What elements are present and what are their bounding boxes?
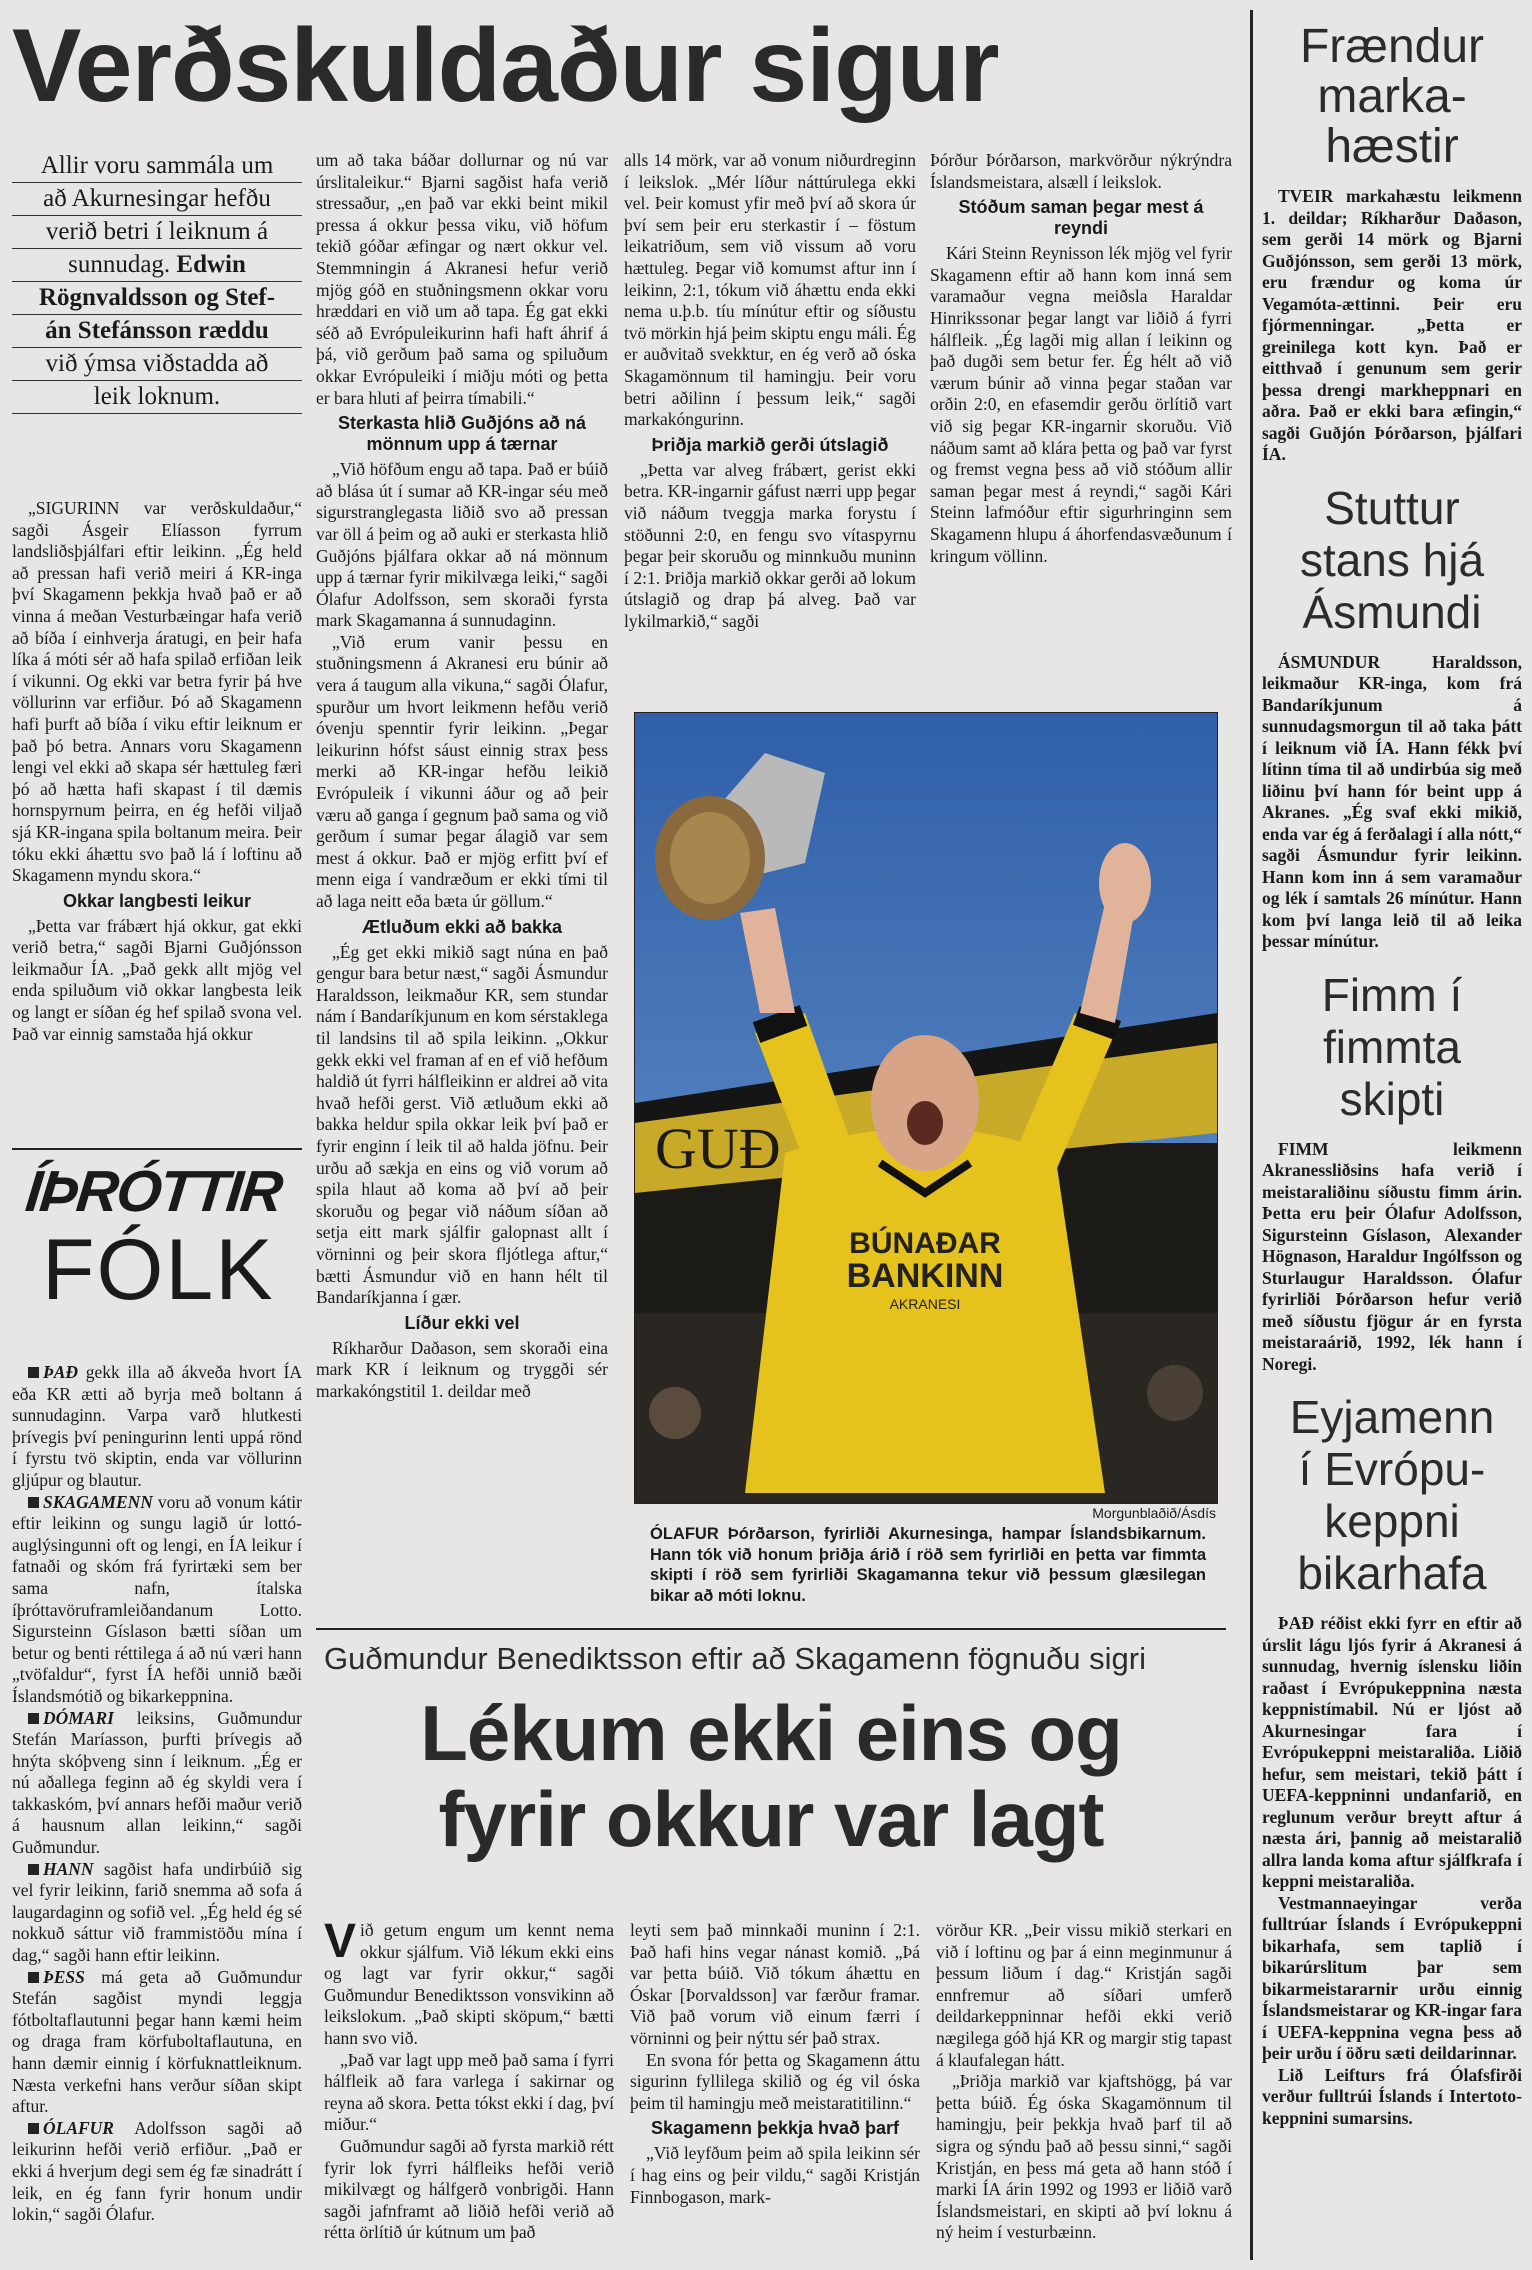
folk-logo-top: ÍÞRÓTTIR <box>22 1159 285 1224</box>
lead-line: án Stefánsson ræddu <box>12 315 302 348</box>
folk-item: ÞAÐ gekk illa að ákveða hvort ÍA eða KR ætti að byrja með boltann á sunnudaginn. Varpa varð hlutkesti þrívegis því peningurinn lenti uppá rönd í fyrstu tvö skiptin, enda var völlurinn gljúpur og blautur. <box>12 1362 302 1490</box>
subhead: Líður ekki vel <box>404 1312 520 1333</box>
sidebar-body-4: ÞAÐ réðist ekki fyrr en eftir að úrslit lágu ljós fyrir á Akranesi á sunnudag, hvernig íslensku liðin raðast í Evrópukeppnina næsta keppnistímabil. Nú er ljóst að Akurnesingar fara í Evrópukeppni meistaraliða. Liðið hefur, sem meistari, tekið þátt í UEFA-keppninni undanfarið, en reglunum verður breytt aftur á næsta ári, þannig að meistaralið allra landa koma aftur sjálfkrafa í keppni meistaraliða. Vestmannaeyingar verða fulltrúar Íslands í Evrópukeppni bikarhafa, sem taplið í bikarúrslitum þar sem bikarmeistararnir urðu einnig Íslandsmeistarar og KR-ingar fara í UEFA-keppnina vegna þess að þeir urðu í öðru sæti deildarinnar. Lið Leifturs frá Ólafsfirði verður fulltrúi Íslands í Intertoto-keppnini sumarsins. <box>1262 1613 1522 2128</box>
paragraph: „Þetta var frábært hjá okkur, gat ekki verið betra,“ sagði Bjarni Guðjónsson leikmaður ÍA. „Það gekk allt mjög vel enda spiluðum við okkar langbesta leik og langt er síðan ég hef spilað svona vel. Það var einnig samstaða hjá okkur <box>12 915 302 1044</box>
paragraph: „Við leyfðum þeim að spila leikinn sér í hag eins og þeir vildu,“ sagði Kristján Finnbogason, mark- <box>630 2143 920 2207</box>
headline-line: Lékum ekki eins og <box>420 1689 1122 1777</box>
paragraph: En svona fór þetta og Skagamenn áttu sigurinn fyllilega skilið og ég vil óska þeim til hamingju með meistaratitilinn.“ <box>630 2049 920 2113</box>
second-story-rule <box>316 1628 1226 1630</box>
paragraph: „Við höfðum engu að tapa. Það er búið að blása út í sumar að KR-ingar séu með sigurstranglegasta liðið svo að pressan var öll á þeim og að auki er sterkasta hlið Guðjóns þjálfara okkar að ná mönnum upp á tærnar fyrir mikilvæga leiki,“ sagði Ólafur Adolfsson, sem skoraði fyrsta mark Skagamanna á sunnudaginn. <box>316 459 608 631</box>
main-col-3 <box>624 150 916 690</box>
subhead: Þriðja markið gerði útslagið <box>651 434 889 455</box>
stadium-banner-text: GUÐ <box>655 1116 781 1181</box>
square-bullet-icon <box>28 1972 39 1983</box>
dropcap: V <box>324 1920 357 1968</box>
folk-logo-bottom: FÓLK <box>42 1222 275 1318</box>
paragraph: „Við erum vanir þessu en stuðningsmenn á Akranesi eru búnir að vera á taugum alla vikuna,“ sagði Ólafur, spurður um hvort leikmenn hefðu verið óvenju spenntir fyrir leikinn. „Þegar leikurinn hófst sáust einnig strax þess merki að KR-ingar hefðu leikið Evrópuleik í vikunni áður og að þeir væru að ganga í gegnum það sama og við gerðum í sumar þegar álagið var sem mest á okkur. Það er mjög erfitt því ef menn eiga í vandræðum er ekki tími til að laga neitt eða bæta úr göllum.“ <box>316 631 608 911</box>
subhead: Ætluðum ekki að bakka <box>361 916 563 937</box>
main-col-4 <box>930 150 1232 690</box>
main-col-2 <box>316 150 608 1610</box>
main-col-1 <box>12 498 302 1045</box>
paragraph: „Þriðja markið var kjaftshögg, þá var þetta búið. Ég óska Skagamönnum til hamingju, þeir þekkja hvað þarf til að sigra og sýndu það að þessu sinni,“ sagði Kristján, en þess má geta að hann stóð í marki ÍA árin 1992 og 1993 er liðið varð Íslandsmeistari, en skipti að því loknu á ný heim í vesturbæinn. <box>936 2071 1232 2243</box>
second-story-headline <box>316 1690 1226 1862</box>
photo-frame <box>634 712 1218 1504</box>
paragraph: Guðmundur sagði að fyrsta markið rétt fyrir lok fyrri hálfleiks hefði verið mikilvægt og hálfgerð vonbrigði. Hann sagði jafnframt að liðið hefði verið að rétta örlítið úr kútnum um það <box>324 2135 614 2243</box>
lead-line: að Akurnesingar hefðu <box>12 183 302 216</box>
trophy-celebration-photo <box>635 713 1217 1503</box>
folk-item: DÓMARI leiksins, Guðmundur Stefán Maríasson, þurfti þrívegis að hnýta skóþveng sinn í leiknum. „Ég er nú aðallega feginn að ég skyldi vera í takkaskóm, því annars hefði maður verið á hausnum allan leikinn,“ sagði Guðmundur. <box>12 1707 302 1858</box>
sidebar-divider <box>1250 10 1253 2260</box>
paragraph: Ríkharður Daðason, sem skoraði eina mark KR í leiknum og tryggði sér markakóngstitil 1. deildar með <box>316 1337 608 1401</box>
sidebar-title-1: Frændur marka- hæstir <box>1299 20 1485 173</box>
paragraph: um að taka báðar dollurnar og nú var úrslitaleikur.“ Bjarni sagðist hafa verið stressaður, „en það var ekki beint mikil pressa á okkur þessa viku, við höfum tekið góðar æfingar og nært okkur vel. Stemmningin á Akranesi hefur verið mjög góð en stuðningsmenn okkar voru hræddari en við um að tapa. Ég gat ekki séð að Evrópuleikurinn hafi haft áhrif á þá, við gerðum það sama og spiluðum okkar Evrópuleiki í miðju móti og þetta er bara hluti af þeirra tímabili.“ <box>316 150 608 408</box>
folk-items <box>12 1362 302 2226</box>
paragraph: Þórður Þórðarson, markvörður nýkrýndra Íslandsmeistara, alsæll í leikslok. <box>930 150 1232 192</box>
sidebar-title-4: Eyjamenn í Evrópu- keppni bikarhafa <box>1289 1391 1495 1599</box>
subhead: Skagamenn þekkja hvað þarf <box>650 2118 900 2139</box>
lead-line: verið betri í leiknum á <box>12 216 302 249</box>
folk-item: ÓLAFUR Adolfsson sagði að leikurinn hefði verið erfiður. „Það er ekki á hverjum degi sem ég fæ sinadrátt í leik, en ég fann fyrir honum undir lokin,“ sagði Ólafur. <box>12 2117 302 2225</box>
lead-deck <box>12 150 302 414</box>
subhead: Okkar langbesti leikur <box>62 890 252 911</box>
paragraph: „Ég get ekki mikið sagt núna en það gengur bara betur næst,“ sagði Ásmundur Haraldsson, leikmaður KR, sem stundar nám í Bandaríkjunum en kom sérstaklega til landsins til að spila leikinn. „Okkur gekk ekki vel framan af en ef við hefðum haldið út fyrri hálfleikinn er aldrei að vita hvað hefði gerst. Við ætluðum ekki að bakka heldur spila okkar leik því það er fyrir enginn í leik til að halda jöfnu. Þeir urðu að sækja en eins og við vorum að spila hlaut að koma að því að þeir skoruðu og þegar við náðum síðan að setja eitt mark sjálfir galopnast allt í vörninni og þeir skora fljótlega aftur,“ bætti Ásmundur við en hann hélt til Bandaríkjanna í gær. <box>316 941 608 1308</box>
square-bullet-icon <box>28 1864 39 1875</box>
square-bullet-icon <box>28 1713 39 1724</box>
square-bullet-icon <box>28 1497 39 1508</box>
folk-logo <box>12 1160 302 1360</box>
sidebar-title-2: Stuttur stans hjá Ásmundi <box>1299 481 1485 638</box>
shirt-sponsor-line1: BÚNAÐAR <box>849 1227 1001 1260</box>
photo-caption: ÓLAFUR Þórðarson, fyrirliði Akurnesinga, hampar Íslandsbikarnum. Hann tók við honum þriðja árið í röð sem fyrirliði en þetta var fimmta skipti í röð sem fyrirliði Skagamanna tekur við þessum glæsilegan bikar að móti loknu. <box>650 1525 1206 1605</box>
main-headline: Verðskuldaður sigur <box>12 8 999 124</box>
paragraph: vörður KR. „Þeir vissu mikið sterkari en við í loftinu og þar á einn meginmunur á þessum liðum í dag.“ Kristján sagði ennfremur að síðari umferð deildarkeppninnar hefði ekki verið nægilega góð hjá KR og margir stig tapast á klaufalegan hátt. <box>936 1920 1232 2070</box>
paragraph: leyti sem það minnkaði muninn í 2:1. Það hafi hins vegar nánast komið. „Þá var þetta búið. Við tókum áhættu en Óskar [Þorvaldsson] var færður framar. Við það vorum við einum færri í vörninni og þeir nýttu sér það strax. <box>630 1920 920 2048</box>
shirt-sponsor-line3: AKRANESI <box>889 1296 961 1312</box>
folk-item: HANN sagðist hafa undirbúið sig vel fyrir leikinn, farið snemma að sofa á laugardaginn og sofið vel. „Ég held ég sé nokkuð sáttur við frammistöðu mína í dag,“ sagði hann eftir leikinn. <box>12 1858 302 1966</box>
second-story-kicker: Guðmundur Benediktsson eftir að Skagamenn fögnuðu sigri <box>324 1641 1146 1676</box>
second-col-2 <box>630 1920 920 2260</box>
lead-line: við ýmsa viðstadda að <box>12 348 302 381</box>
photo-credit: Morgunblaðið/Ásdís <box>1092 1505 1216 1521</box>
paragraph: Kári Steinn Reynisson lék mjög vel fyrir Skagamenn eftir að hann kom inná sem varamaður vegna meiðsla Haraldar Hinrikssonar þegar langt var liðið á fyrri hálfleik. „Ég lagði mig allan í leikinn og það dugði sem betur fer. Ég hélt að við værum búnir að vinna þegar staðan var orðin 2:0, en efasemdir gerðu örlítið vart við sig þegar KR-ingarnir skoruðu. Við náðum samt að klára þetta og það var fyrst og fremst vegna þess að við stóðum allir saman þegar mest á reyndi,“ sagði Kári Steinn lafmóður eftir sigurhringinn sem Skagamenn hlupu á áhorfendasvæðunum í kringum völlinn. <box>930 243 1232 566</box>
sidebar-body-1: TVEIR markahæstu leikmenn 1. deildar; Ríkharður Daðason, sem gerði 14 mörk og Bjarni Guðjónsson, sem gerði 13 mörk, eru frændur og koma úr Vegamóta-ættinni. Þeir eru fjórmenningar. „Þetta er greinilega kott kyn. Það er eitthvað í genunum sem gerir þessa drengi markheppnari en aðra. Það er ekki bara æfingin,“ sagði Guðjón Þórðarson, þjálfari ÍA. <box>1262 186 1522 464</box>
folk-item: SKAGAMENN voru að vonum kátir eftir leikinn og sungu lagið úr lottó-auglýsingunni oft og lengi, en ÍA leikur í fatnaði og skóm frá fyrirtæki sem ber sama nafn, ítalska íþróttavöruframleiðandanum Lotto. Sigursteinn Gíslason bætti síðan um betur og benti réttilega á að nú væri hann „tvöfaldur“, fyrst ÍA hefði unnið bæði Íslandsmótið og bikarkeppnina. <box>12 1491 302 1706</box>
second-col-1 <box>324 1920 614 2260</box>
sidebar-title-3: Fimm í fimmta skipti <box>1321 968 1463 1125</box>
paragraph: „Það var lagt upp með það sama í fyrri hálfleik að fara varlega í sakirnar og reyna að skora. Þetta tókst ekki í dag, því miður.“ <box>324 2049 614 2135</box>
sidebar-body-2: ÁSMUNDUR Haraldsson, leikmaður KR-inga, kom frá Bandaríkjunum á sunnudagsmorgun til að taka þátt í leiknum við ÍA. Hann fékk því lítinn tíma til að undirbúa sig með liðinu því hann fór beint upp á Akranes. „Ég svaf ekki mikið, enda var ég á ferðalagi í alla nótt,“ sagði Ásmundur fyrir leikinn. Hann kom inn á sem varamaður og lék í samtals 26 mínútur. Hann kom því langa leið til að leika þessar mínútur. <box>1262 651 1522 951</box>
square-bullet-icon <box>28 1367 39 1378</box>
subhead: Stóðum saman þegar mest á reyndi <box>958 197 1204 239</box>
shirt-sponsor-line2: BANKINN <box>846 1257 1004 1295</box>
square-bullet-icon <box>28 2123 39 2134</box>
lead-line: sunnudag. Edwin <box>12 249 302 282</box>
headline-line: fyrir okkur var lagt <box>438 1775 1104 1863</box>
paragraph: ið getum engum um kennt nema okkur sjálfum. Við lékum ekki eins og lagt var fyrir okkur,“ sagði Guðmundur Benediktsson vonsvikinn að leikslokum. „Það skipti sköpum,“ bætti hann svo við. <box>324 1920 614 2048</box>
subhead: Sterkasta hlið Guðjóns að ná mönnum upp á tærnar <box>337 413 587 455</box>
paragraph: „Þetta var alveg frábært, gerist ekki betra. KR-ingarnir gáfust nærri upp þegar við náðum tveggja marka forystu í stöðunni 2:0, en fengu svo vítaspyrnu þegar þeir skoruðu og minnkuðu muninn í 2:1. Þriðja markið okkar gerði að lokum útslagið og drap þá alveg. Það var lykilmarkið,“ sagði <box>624 459 916 631</box>
folk-top-rule <box>12 1148 302 1150</box>
paragraph: „SIGURINN var verðskuldaður,“ sagði Ásgeir Elíasson fyrrum landsliðsþjálfari eftir leikinn. „Ég held að pressan hafi verið meiri á KR-inga því Skagamenn þekkja hvað það er að vinna á meðan Vesturbæingar hafa verið að bíða í einhverja áratugi, en þeir hafa líka á móti sér að hafa spilað erfiðan leik í vikunni. Og ekki var betra fyrir þá hve völlurinn var erfiður. Þó að Skagamenn hafi þurft að bíða í viku eftir leiknum er það þó betra. Annars voru Skagamenn lengi vel ekki að skapa sér hættuleg færi þó að hætta hafi skapast í til dæmis hornspyrnum þeirra, en ég hefði viljað sjá KR-ingana spila boltanum meira. Þeir tóku ekki áhættu svo það lá í loftinu að Skagamenn myndu skora.“ <box>12 498 302 886</box>
folk-item: ÞESS má geta að Guðmundur Stefán sagðist myndi leggja fótboltaflautunni þegar hann kæmi heim og draga fram körfuboltaflautuna, en hann dæmir einnig í körfuknattleiknum. Næsta verkefni hans verður síðan skipt aftur. <box>12 1966 302 2117</box>
lead-line: Rögnvaldsson og Stef- <box>12 282 302 315</box>
lead-line: Allir voru sammála um <box>12 150 302 183</box>
lead-line: leik loknum. <box>12 381 302 414</box>
sidebar-body-3: FIMM leikmenn Akranessliðsins hafa verið í meistaraliðinu síðustu fimm árin. Þetta eru þeir Ólafur Adolfsson, Sigursteinn Gíslason, Alexander Högnason, Haraldur Ingólfsson og Sturlaugur Haraldsson. Ólafur fyrirliði Þórðarson hefur verið með síðustu fjögur ár en fyrsta meistaraárið, 1992, lék hann í Noregi. <box>1262 1138 1522 1374</box>
second-col-3 <box>936 1920 1232 2260</box>
paragraph: alls 14 mörk, var að vonum niðurdreginn í leikslok. „Mér líður náttúrulega ekki vel. Þeir komust yfir með því að skora úr því sem þeir eru sterkastir í – föstum leikatriðum, sem við vissum að voru hættuleg. Þegar við komumst aftur inn í leikinn, 2:1, tókum við áhættu enda ekki nema u.þ.b. tíu mínútur eftir og síðustu tvö mörkin hjá þeim skiptu engu máli. Ég er auðvitað svekktur, en ég verð að óska Skagamönnum til hamingju. Þeir voru betri aðilinn í þessum leik,“ sagði markakóngurinn. <box>624 150 916 430</box>
sidebar <box>1262 22 1522 2129</box>
